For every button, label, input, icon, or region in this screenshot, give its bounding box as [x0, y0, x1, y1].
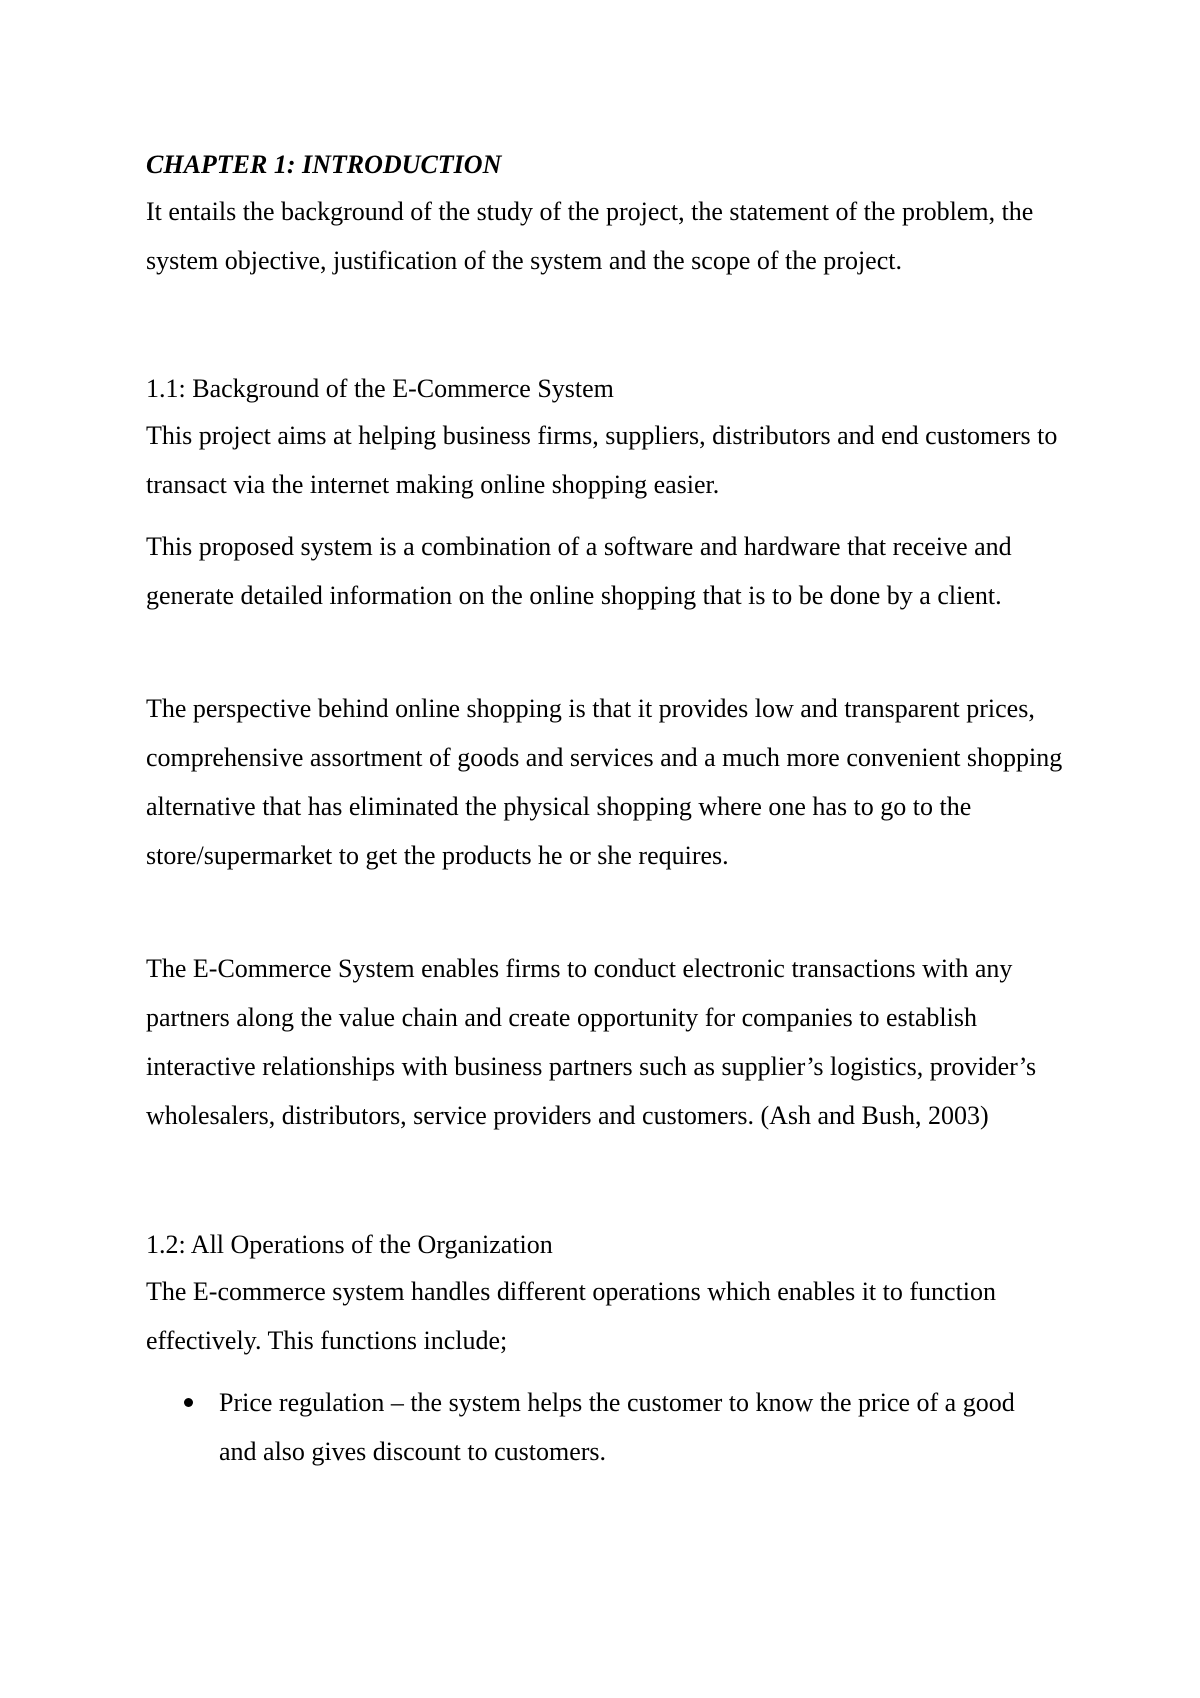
- background-paragraph-4: The E-Commerce System enables firms to conduct electronic transactions with any partners along the value chain and create opportunity for companies to establish interactive relationships with business partners such as supplier’s logistics, provider’s wholesalers, distributors, service providers and customers. (Ash and Bush, 2003): [146, 954, 1037, 1130]
- section-heading-background: 1.1: Background of the E-Commerce System: [146, 374, 614, 403]
- background-paragraph-2: This proposed system is a combination of a software and hardware that receive and generate detailed information on the online shopping that is to be done by a client.: [146, 532, 1012, 610]
- intro-paragraph: It entails the background of the study of the project, the statement of the problem, the system objective, justification of the system and the scope of the project.: [146, 197, 1034, 275]
- operations-paragraph: The E-commerce system handles different operations which enables it to function effectively. This functions include;: [146, 1277, 997, 1355]
- section-heading-operations: 1.2: All Operations of the Organization: [146, 1230, 553, 1259]
- background-paragraph-3: The perspective behind online shopping is that it provides low and transparent prices, comprehensive assortment of goods and services and a much more convenient shopping alternative that has eliminated the physical shopping where one has to go to the store/supermarket to get the products he or she requires.: [146, 694, 1063, 870]
- bullet-icon: [184, 1398, 193, 1407]
- background-paragraph-1: This project aims at helping business firms, suppliers, distributors and end customers to transact via the internet making online shopping easier.: [146, 421, 1058, 499]
- chapter-title: CHAPTER 1: INTRODUCTION: [146, 150, 502, 179]
- bullet-text: Price regulation – the system helps the customer to know the price of a good and also gives discount to customers.: [219, 1388, 1015, 1466]
